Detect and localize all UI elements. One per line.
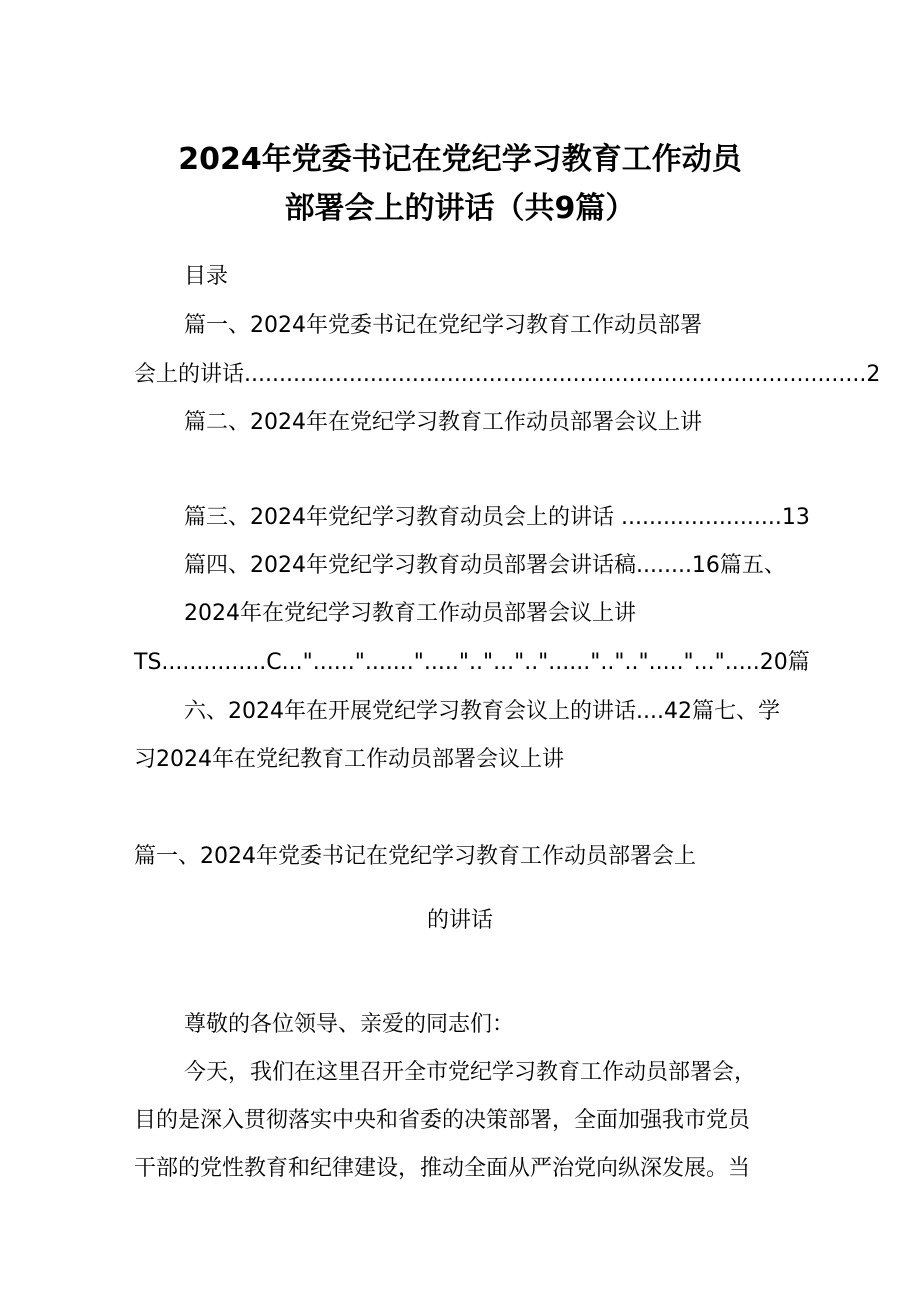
document-title-line-1: 2024年党委书记在党纪学习教育工作动员 [178,142,742,177]
toc-entry-1-line-1[interactable]: 篇一、2024年党委书记在党纪学习教育工作动员部署 [184,313,702,338]
toc-entry-6[interactable]: 六、2024年在开展党纪学习教育会议上的讲话....42篇七、学 [184,699,780,724]
toc-entry-4[interactable]: 篇四、2024年党纪学习教育动员部署会讲话稿........16篇五、 [184,553,786,578]
section-heading-line-1: 篇一、2024年党委书记在党纪学习教育工作动员部署会上 [134,844,696,869]
toc-heading: 目录 [184,264,229,289]
body-paragraph-1-line-3: 干部的党性教育和纪律建设，推动全面从严治党向纵深发展。当 [134,1156,751,1181]
body-greeting: 尊敬的各位领导、亲爱的同志们： [184,1012,515,1037]
toc-entry-1-line-2[interactable]: 会上的讲话.........................................................................................2 [134,362,881,387]
toc-entry-5-line-1[interactable]: 2024年在党纪学习教育工作动员部署会议上讲 [184,601,636,626]
body-paragraph-1-line-2: 目的是深入贯彻落实中央和省委的决策部署，全面加强我市党员 [134,1108,751,1133]
document-title-line-2: 部署会上的讲话（共9篇） [284,191,636,226]
body-paragraph-1-line-1: 今天，我们在这里召开全市党纪学习教育工作动员部署会， [184,1060,757,1085]
toc-entry-3[interactable]: 篇三、2024年党纪学习教育动员会上的讲话 .......................13 [184,505,810,530]
toc-entry-7[interactable]: 习2024年在党纪教育工作动员部署会议上讲 [134,747,564,772]
toc-entry-5-line-2[interactable]: TS...............C..."......".......".....".."...".."......"..".."....."...".....20篇 [134,650,810,675]
toc-entry-2[interactable]: 篇二、2024年在党纪学习教育工作动员部署会议上讲 [184,410,702,435]
section-heading-line-2: 的讲话 [426,908,493,933]
